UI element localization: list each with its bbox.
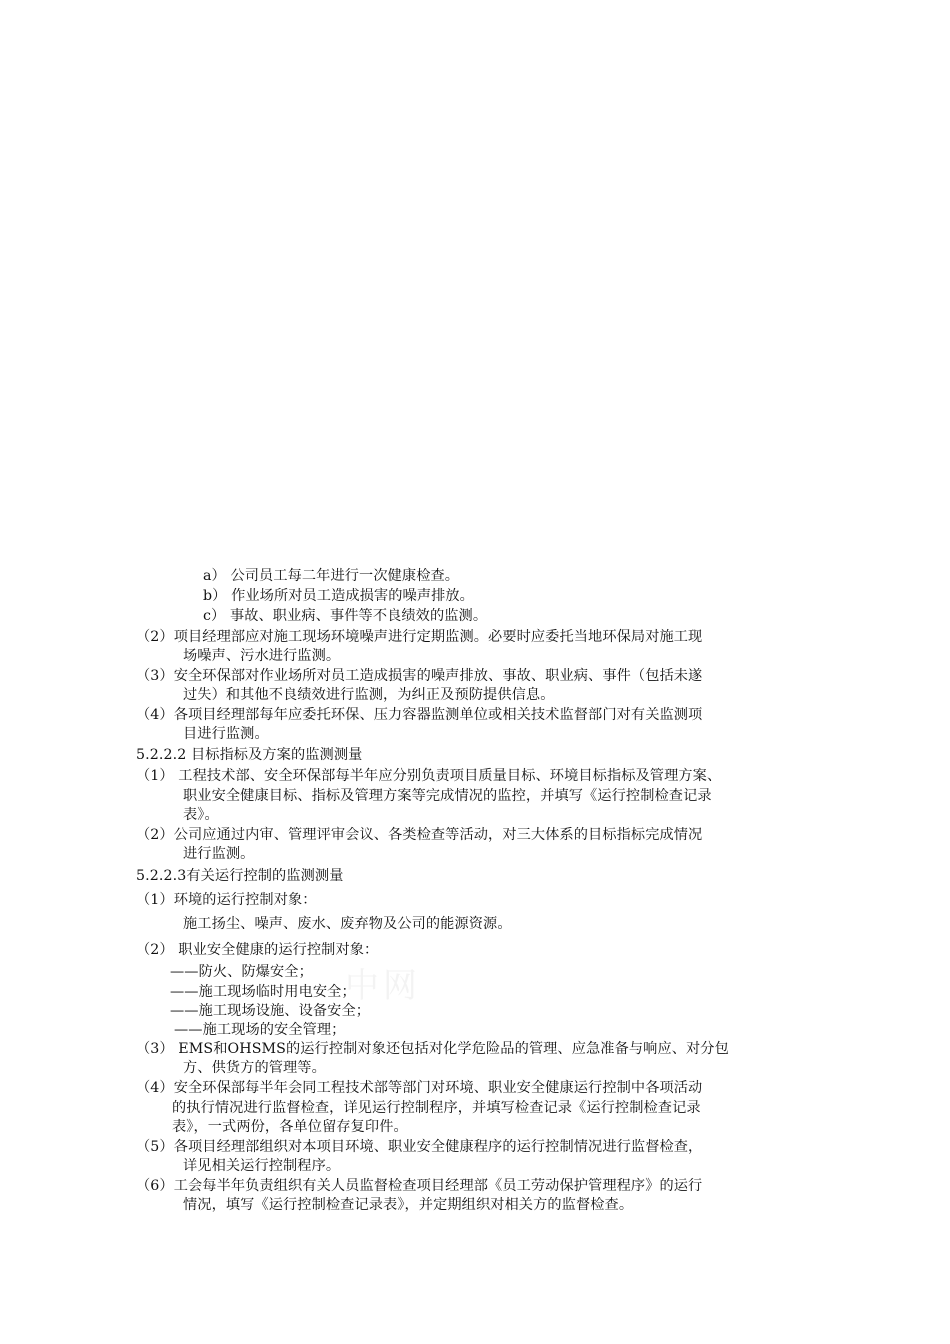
section-heading-5-2-2-2: 5.2.2.2 目标指标及方案的监测测量 (136, 747, 363, 763)
paragraph-line: 表》，一式两份，各单位留存复印件。 (172, 1119, 408, 1135)
paragraph-line: 目进行监测。 (183, 726, 269, 742)
paragraph-line: 的执行情况进行监督检查，详见运行控制程序，并填写检查记录《运行控制检查记录 (172, 1100, 701, 1116)
paragraph-line: （3） EMS和OHSMS的运行控制对象还包括对化学危险品的管理、应急准备与响应、对分包 (136, 1041, 729, 1057)
paragraph-line: （1） 工程技术部、安全环保部每半年应分别负责项目质量目标、环境目标指标及管理方案、 (136, 768, 722, 784)
watermark-text: 中网 (345, 966, 421, 1006)
section-heading-5-2-2-3: 5.2.2.3有关运行控制的监测测量 (136, 868, 344, 884)
paragraph-line: 场噪声、污水进行监测。 (183, 648, 341, 664)
paragraph-line: 方、供货方的管理等。 (183, 1060, 326, 1076)
paragraph-line: （4）各项目经理部每年应委托环保、压力容器监测单位或相关技术监督部门对有关监测项 (136, 707, 703, 723)
dash-list-item: ——施工现场设施、设备安全； (170, 1003, 371, 1019)
paragraph-line: （3）安全环保部对作业场所对员工造成损害的噪声排放、事故、职业病、事件（包括未遂 (136, 668, 703, 684)
list-item-b: b） 作业场所对员工造成损害的噪声排放。 (203, 588, 474, 604)
paragraph-line: 过失）和其他不良绩效进行监测，为纠正及预防提供信息。 (183, 687, 555, 703)
paragraph-line: 情况，填写《运行控制检查记录表》，并定期组织对相关方的监督检查。 (183, 1197, 634, 1213)
dash-list-item: ——施工现场临时用电安全； (170, 984, 356, 1000)
dash-list-item: ——施工现场的安全管理； (174, 1022, 346, 1038)
paragraph-line: （5）各项目经理部组织对本项目环境、职业安全健康程序的运行控制情况进行监督检查， (136, 1139, 703, 1155)
paragraph-line: （1）环境的运行控制对象： (136, 892, 317, 908)
paragraph-line: 表》。 (183, 807, 219, 823)
paragraph-line: 进行监测。 (183, 846, 255, 862)
paragraph-line: （2）公司应通过内审、管理评审会议、各类检查等活动，对三大体系的目标指标完成情况 (136, 827, 703, 843)
dash-list-item: ——防火、防爆安全； (170, 964, 313, 980)
paragraph-line: 详见相关运行控制程序。 (183, 1158, 341, 1174)
paragraph-line: （2）项目经理部应对施工现场环境噪声进行定期监测。必要时应委托当地环保局对施工现 (136, 629, 703, 645)
paragraph-line: （2） 职业安全健康的运行控制对象： (136, 942, 379, 958)
paragraph-line: （4）安全环保部每半年会同工程技术部等部门对环境、职业安全健康运行控制中各项活动 (136, 1080, 703, 1096)
paragraph-line: （6）工会每半年负责组织有关人员监督检查项目经理部《员工劳动保护管理程序》的运行 (136, 1178, 703, 1194)
paragraph-line: 职业安全健康目标、指标及管理方案等完成情况的监控，并填写《运行控制检查记录 (183, 788, 712, 804)
paragraph-line: 施工扬尘、噪声、废水、废弃物及公司的能源资源。 (183, 916, 512, 932)
list-item-c: c） 事故、职业病、事件等不良绩效的监测。 (203, 608, 488, 624)
list-item-a: a） 公司员工每二年进行一次健康检查。 (203, 568, 460, 584)
